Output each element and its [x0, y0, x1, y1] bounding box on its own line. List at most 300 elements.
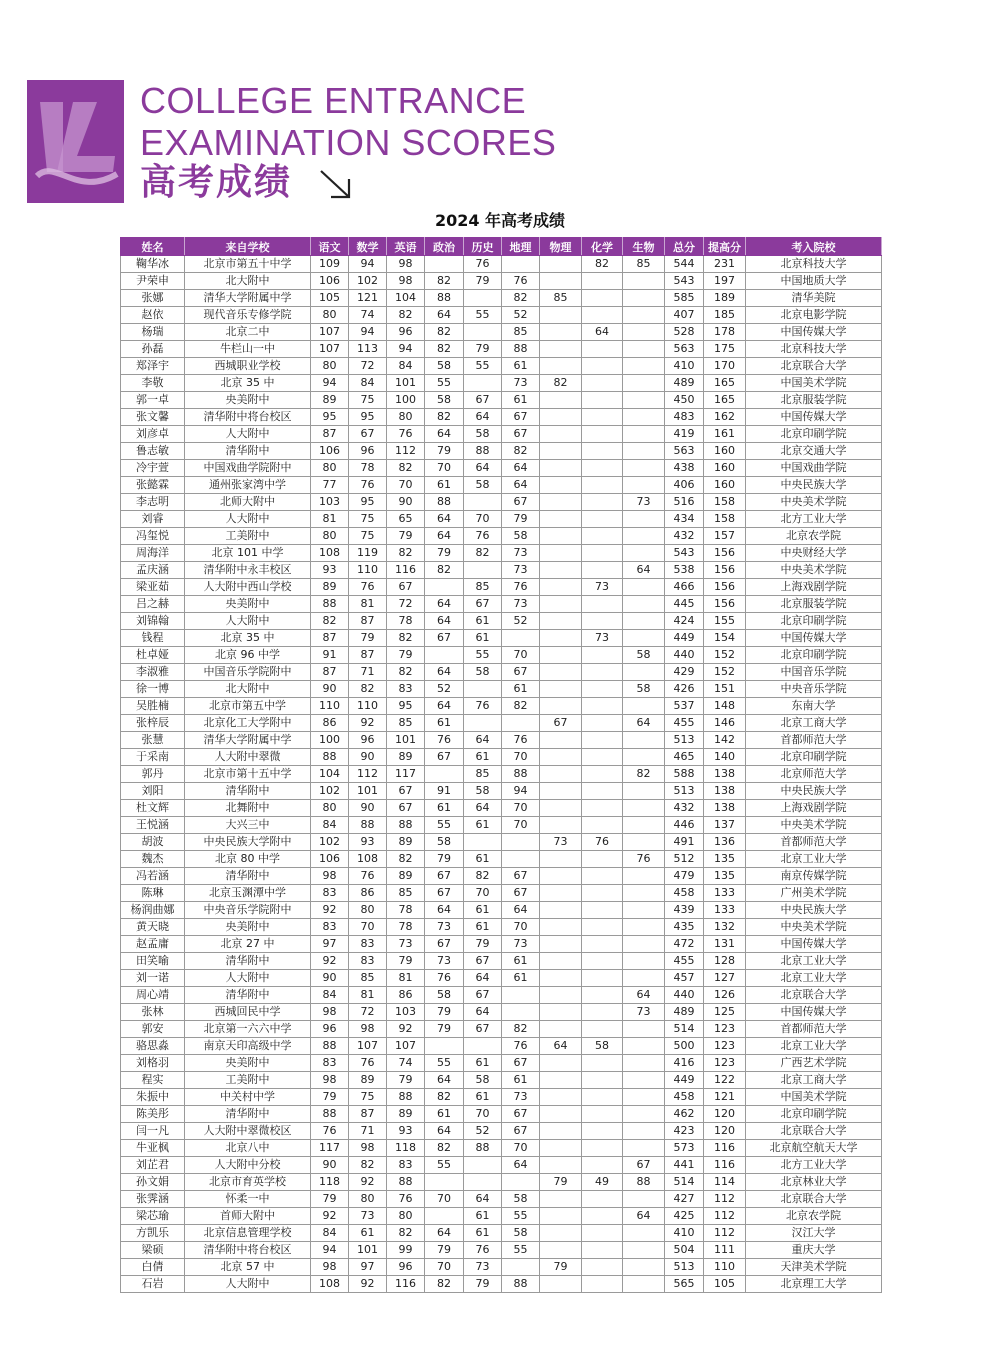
table-row	[121, 409, 882, 426]
table-cell: 79	[387, 953, 425, 970]
table-cell: 中国传媒大学	[746, 936, 882, 953]
table-cell	[623, 273, 665, 290]
table-cell: 88	[425, 494, 464, 511]
table-cell: 74	[349, 307, 387, 324]
table-cell: 70	[425, 460, 464, 477]
table-cell	[540, 358, 582, 375]
table-cell: 58	[464, 664, 502, 681]
table-cell: 胡波	[121, 834, 185, 851]
table-cell: 73	[464, 1259, 502, 1276]
table-cell: 82	[425, 1140, 464, 1157]
table-cell	[623, 630, 665, 647]
table-cell: 151	[704, 681, 746, 698]
table-cell: 北京第一六六中学	[185, 1021, 311, 1038]
table-cell: 483	[665, 409, 704, 426]
table-cell: 67	[502, 1123, 540, 1140]
table-cell: 重庆大学	[746, 1242, 882, 1259]
table-cell: 58	[464, 426, 502, 443]
table-cell: 89	[387, 749, 425, 766]
table-row	[121, 375, 882, 392]
table-cell	[623, 545, 665, 562]
table-cell: 103	[387, 1004, 425, 1021]
table-row	[121, 715, 882, 732]
table-cell: 76	[349, 477, 387, 494]
table-cell: 79	[387, 1072, 425, 1089]
table-cell: 76	[623, 851, 665, 868]
column-header: 地理	[502, 238, 540, 256]
table-cell: 70	[502, 749, 540, 766]
column-header: 物理	[540, 238, 582, 256]
table-cell: 人大附中	[185, 426, 311, 443]
table-cell: 孟庆涵	[121, 562, 185, 579]
table-cell: 梁亚茹	[121, 579, 185, 596]
table-cell: 102	[311, 834, 349, 851]
table-cell: 中央财经大学	[746, 545, 882, 562]
table-cell: 110	[704, 1259, 746, 1276]
table-cell: 158	[704, 511, 746, 528]
table-cell: 吕之赫	[121, 596, 185, 613]
table-cell	[425, 647, 464, 664]
table-cell: 中国美术学院	[746, 1089, 882, 1106]
table-cell: 88	[311, 1038, 349, 1055]
table-cell: 160	[704, 477, 746, 494]
table-cell: 75	[349, 392, 387, 409]
table-cell: 121	[349, 290, 387, 307]
table-cell	[540, 1089, 582, 1106]
table-cell: 上海戏剧学院	[746, 579, 882, 596]
table-cell	[582, 290, 623, 307]
table-cell	[582, 1242, 623, 1259]
table-row	[121, 1208, 882, 1225]
table-cell: 88	[387, 817, 425, 834]
table-cell: 449	[665, 630, 704, 647]
column-header: 化学	[582, 238, 623, 256]
table-cell: 67	[502, 885, 540, 902]
table-cell: 张娜	[121, 290, 185, 307]
table-cell: 人大附中	[185, 613, 311, 630]
table-cell: 李志明	[121, 494, 185, 511]
table-cell: 410	[665, 1225, 704, 1242]
column-header: 语文	[311, 238, 349, 256]
table-cell	[623, 392, 665, 409]
table-cell: 76	[387, 426, 425, 443]
table-cell: 58	[425, 834, 464, 851]
table-cell: 588	[665, 766, 704, 783]
table-cell	[623, 936, 665, 953]
table-cell: 82	[425, 341, 464, 358]
table-cell: 64	[464, 409, 502, 426]
table-cell: 85	[387, 885, 425, 902]
table-cell: 73	[502, 1089, 540, 1106]
table-cell: 107	[349, 1038, 387, 1055]
table-cell: 67	[540, 715, 582, 732]
table-row	[121, 1089, 882, 1106]
table-cell: 116	[387, 562, 425, 579]
table-cell	[623, 613, 665, 630]
table-cell: 504	[665, 1242, 704, 1259]
table-cell: 牛亚枫	[121, 1140, 185, 1157]
table-cell: 67	[502, 426, 540, 443]
table-cell: 78	[387, 613, 425, 630]
table-cell: 刘彦卓	[121, 426, 185, 443]
table-cell: 438	[665, 460, 704, 477]
table-cell: 张霁涵	[121, 1191, 185, 1208]
table-cell	[582, 392, 623, 409]
table-cell: 70	[464, 511, 502, 528]
table-cell: 104	[311, 766, 349, 783]
table-cell: 北京航空航天大学	[746, 1140, 882, 1157]
table-cell: 67	[349, 426, 387, 443]
table-cell: 58	[425, 358, 464, 375]
table-cell: 81	[349, 987, 387, 1004]
table-cell	[540, 307, 582, 324]
table-cell: 76	[464, 256, 502, 273]
table-cell: 82	[425, 562, 464, 579]
table-cell: 55	[425, 375, 464, 392]
table-cell	[582, 494, 623, 511]
table-cell: 张慧	[121, 732, 185, 749]
table-cell: 82	[464, 868, 502, 885]
table-cell: 64	[425, 1225, 464, 1242]
table-cell: 156	[704, 579, 746, 596]
table-cell: 61	[464, 749, 502, 766]
table-cell: 88	[502, 1276, 540, 1293]
table-cell: 91	[425, 783, 464, 800]
table-row	[121, 273, 882, 290]
table-cell: 73	[623, 1004, 665, 1021]
table-row	[121, 1174, 882, 1191]
table-cell: 110	[311, 698, 349, 715]
table-cell: 北京 96 中学	[185, 647, 311, 664]
table-row	[121, 324, 882, 341]
table-cell: 197	[704, 273, 746, 290]
table-cell: 北京工商大学	[746, 1072, 882, 1089]
table-cell: 70	[502, 919, 540, 936]
table-cell	[582, 902, 623, 919]
table-cell: 中央美术学院	[746, 562, 882, 579]
table-cell	[502, 987, 540, 1004]
table-cell: 79	[425, 1021, 464, 1038]
table-cell: 64	[623, 562, 665, 579]
table-cell: 563	[665, 341, 704, 358]
table-cell	[623, 1276, 665, 1293]
table-cell	[540, 596, 582, 613]
table-cell: 87	[349, 647, 387, 664]
table-cell: 北京市第十五中学	[185, 766, 311, 783]
table-cell: 76	[582, 834, 623, 851]
table-cell: 清华美院	[746, 290, 882, 307]
table-cell: 64	[464, 800, 502, 817]
table-cell: 537	[665, 698, 704, 715]
table-cell: 80	[387, 409, 425, 426]
table-cell: 161	[704, 426, 746, 443]
table-cell	[464, 324, 502, 341]
table-cell	[502, 630, 540, 647]
table-cell: 杨润曲娜	[121, 902, 185, 919]
table-cell	[502, 851, 540, 868]
table-cell: 61	[464, 919, 502, 936]
table-cell: 76	[464, 698, 502, 715]
table-cell: 61	[464, 1208, 502, 1225]
table-cell: 方凯乐	[121, 1225, 185, 1242]
table-cell: 79	[464, 1276, 502, 1293]
table-cell: 82	[387, 545, 425, 562]
table-cell: 61	[349, 1225, 387, 1242]
table-cell: 58	[502, 528, 540, 545]
table-cell: 79	[425, 851, 464, 868]
table-cell: 61	[425, 715, 464, 732]
table-cell	[540, 1055, 582, 1072]
table-cell: 北京师范大学	[746, 766, 882, 783]
table-cell: 北大附中	[185, 681, 311, 698]
table-cell: 58	[425, 392, 464, 409]
table-row	[121, 987, 882, 1004]
table-row	[121, 749, 882, 766]
table-cell: 82	[425, 409, 464, 426]
table-cell: 101	[387, 732, 425, 749]
table-cell: 94	[311, 375, 349, 392]
table-cell: 刘锦翰	[121, 613, 185, 630]
table-cell: 天津美术学院	[746, 1259, 882, 1276]
table-cell: 90	[311, 681, 349, 698]
table-cell: 95	[311, 409, 349, 426]
table-cell	[582, 528, 623, 545]
table-cell: 70	[464, 885, 502, 902]
table-cell: 刘格羽	[121, 1055, 185, 1072]
table-row	[121, 1276, 882, 1293]
table-cell: 82	[387, 851, 425, 868]
table-cell: 周心靖	[121, 987, 185, 1004]
table-cell: 梁硕	[121, 1242, 185, 1259]
table-cell: 北京服装学院	[746, 596, 882, 613]
table-cell	[502, 1259, 540, 1276]
table-cell	[464, 494, 502, 511]
table-cell: 118	[387, 1140, 425, 1157]
table-cell: 73	[582, 630, 623, 647]
table-cell	[425, 1208, 464, 1225]
table-cell	[425, 1174, 464, 1191]
table-cell	[540, 936, 582, 953]
table-cell	[623, 970, 665, 987]
table-cell: 北京工业大学	[746, 851, 882, 868]
table-cell: 58	[623, 681, 665, 698]
table-cell: 64	[425, 664, 464, 681]
table-cell	[582, 545, 623, 562]
table-cell: 北京 57 中	[185, 1259, 311, 1276]
table-cell: 黄天晓	[121, 919, 185, 936]
table-cell: 440	[665, 987, 704, 1004]
table-cell: 92	[387, 1021, 425, 1038]
table-cell	[540, 1072, 582, 1089]
table-cell	[623, 1055, 665, 1072]
table-cell: 58	[425, 987, 464, 1004]
table-cell	[425, 579, 464, 596]
table-cell: 55	[425, 817, 464, 834]
table-cell: 北京服装学院	[746, 392, 882, 409]
table-cell: 89	[311, 579, 349, 596]
table-cell: 110	[349, 562, 387, 579]
table-cell: 178	[704, 324, 746, 341]
table-cell: 央美附中	[185, 1055, 311, 1072]
table-cell: 543	[665, 545, 704, 562]
table-cell: 64	[425, 1123, 464, 1140]
table-cell: 89	[311, 392, 349, 409]
table-cell: 87	[349, 1106, 387, 1123]
table-cell: 58	[623, 647, 665, 664]
table-cell	[540, 681, 582, 698]
table-cell: 79	[502, 511, 540, 528]
table-cell: 156	[704, 596, 746, 613]
table-cell	[623, 800, 665, 817]
table-cell: 64	[425, 902, 464, 919]
table-cell	[623, 290, 665, 307]
table-cell: 92	[349, 1276, 387, 1293]
table-cell: 156	[704, 562, 746, 579]
table-cell: 清华附中	[185, 1106, 311, 1123]
table-cell: 64	[582, 324, 623, 341]
table-cell: 175	[704, 341, 746, 358]
table-cell: 清华附中	[185, 953, 311, 970]
table-cell	[540, 1106, 582, 1123]
table-cell: 北京玉渊潭中学	[185, 885, 311, 902]
table-cell: 73	[502, 596, 540, 613]
table-cell	[582, 664, 623, 681]
table-cell: 101	[349, 1242, 387, 1259]
table-cell: 73	[502, 375, 540, 392]
table-cell: 426	[665, 681, 704, 698]
table-cell: 146	[704, 715, 746, 732]
table-cell: 82	[623, 766, 665, 783]
table-cell: 广西艺术学院	[746, 1055, 882, 1072]
table-cell	[623, 375, 665, 392]
table-row	[121, 290, 882, 307]
table-cell: 61	[502, 392, 540, 409]
table-cell: 88	[387, 1174, 425, 1191]
table-cell: 67	[623, 1157, 665, 1174]
table-cell: 现代音乐专修学院	[185, 307, 311, 324]
table-cell: 107	[311, 341, 349, 358]
table-cell: 工美附中	[185, 1072, 311, 1089]
table-cell: 82	[387, 307, 425, 324]
table-cell: 67	[425, 868, 464, 885]
table-cell: 84	[311, 817, 349, 834]
table-cell: 61	[425, 800, 464, 817]
table-cell: 61	[464, 902, 502, 919]
table-cell: 88	[311, 749, 349, 766]
table-row	[121, 358, 882, 375]
table-cell: 96	[387, 1259, 425, 1276]
table-cell: 457	[665, 970, 704, 987]
table-cell: 49	[582, 1174, 623, 1191]
table-cell: 82	[502, 1021, 540, 1038]
table-cell: 中央民族大学	[746, 477, 882, 494]
table-cell: 58	[464, 783, 502, 800]
table-cell: 96	[349, 732, 387, 749]
table-cell: 82	[502, 443, 540, 460]
table-cell	[582, 817, 623, 834]
table-row	[121, 477, 882, 494]
table-cell: 128	[704, 953, 746, 970]
table-cell: 55	[425, 1157, 464, 1174]
table-cell: 88	[387, 1089, 425, 1106]
table-cell: 王悦涵	[121, 817, 185, 834]
table-cell: 89	[387, 868, 425, 885]
table-cell: 158	[704, 494, 746, 511]
scores-table	[120, 237, 882, 1293]
table-cell	[582, 1157, 623, 1174]
table-cell	[540, 562, 582, 579]
table-cell: 中国传媒大学	[746, 324, 882, 341]
table-cell: 梁芯瑜	[121, 1208, 185, 1225]
table-cell: 北京联合大学	[746, 1191, 882, 1208]
table-cell: 61	[464, 851, 502, 868]
table-cell	[623, 1038, 665, 1055]
table-cell	[582, 341, 623, 358]
table-cell: 吴胜楠	[121, 698, 185, 715]
table-cell: 80	[311, 528, 349, 545]
table-cell: 100	[387, 392, 425, 409]
table-cell: 543	[665, 273, 704, 290]
table-cell: 52	[502, 613, 540, 630]
table-cell: 76	[502, 1038, 540, 1055]
table-cell	[464, 1157, 502, 1174]
table-cell	[540, 698, 582, 715]
table-row	[121, 766, 882, 783]
table-cell: 尹荣申	[121, 273, 185, 290]
table-row	[121, 834, 882, 851]
table-cell: 114	[704, 1174, 746, 1191]
table-cell: 61	[502, 681, 540, 698]
table-cell: 北京林业大学	[746, 1174, 882, 1191]
table-cell: 142	[704, 732, 746, 749]
table-cell	[425, 1038, 464, 1055]
table-cell: 75	[349, 511, 387, 528]
table-cell	[623, 834, 665, 851]
table-cell: 410	[665, 358, 704, 375]
table-cell: 120	[704, 1123, 746, 1140]
table-cell: 84	[311, 987, 349, 1004]
table-cell	[582, 800, 623, 817]
table-cell: 148	[704, 698, 746, 715]
table-cell: 516	[665, 494, 704, 511]
table-row	[121, 1191, 882, 1208]
table-cell: 450	[665, 392, 704, 409]
table-cell: 通州张家湾中学	[185, 477, 311, 494]
table-cell	[582, 460, 623, 477]
table-cell: 88	[623, 1174, 665, 1191]
table-row	[121, 1021, 882, 1038]
table-cell: 72	[349, 1004, 387, 1021]
table-cell: 67	[464, 987, 502, 1004]
table-cell: 北京电影学院	[746, 307, 882, 324]
table-cell	[582, 596, 623, 613]
table-cell	[582, 647, 623, 664]
table-cell: 55	[502, 1208, 540, 1225]
table-row	[121, 1055, 882, 1072]
table-cell	[623, 579, 665, 596]
table-cell: 58	[464, 477, 502, 494]
table-cell	[623, 1225, 665, 1242]
table-cell: 孙文娟	[121, 1174, 185, 1191]
table-cell: 石岩	[121, 1276, 185, 1293]
table-cell: 123	[704, 1021, 746, 1038]
table-row	[121, 528, 882, 545]
table-cell: 55	[464, 307, 502, 324]
table-cell: 冯玺悦	[121, 528, 185, 545]
table-cell: 58	[464, 1072, 502, 1089]
column-header: 政治	[425, 238, 464, 256]
table-row	[121, 545, 882, 562]
